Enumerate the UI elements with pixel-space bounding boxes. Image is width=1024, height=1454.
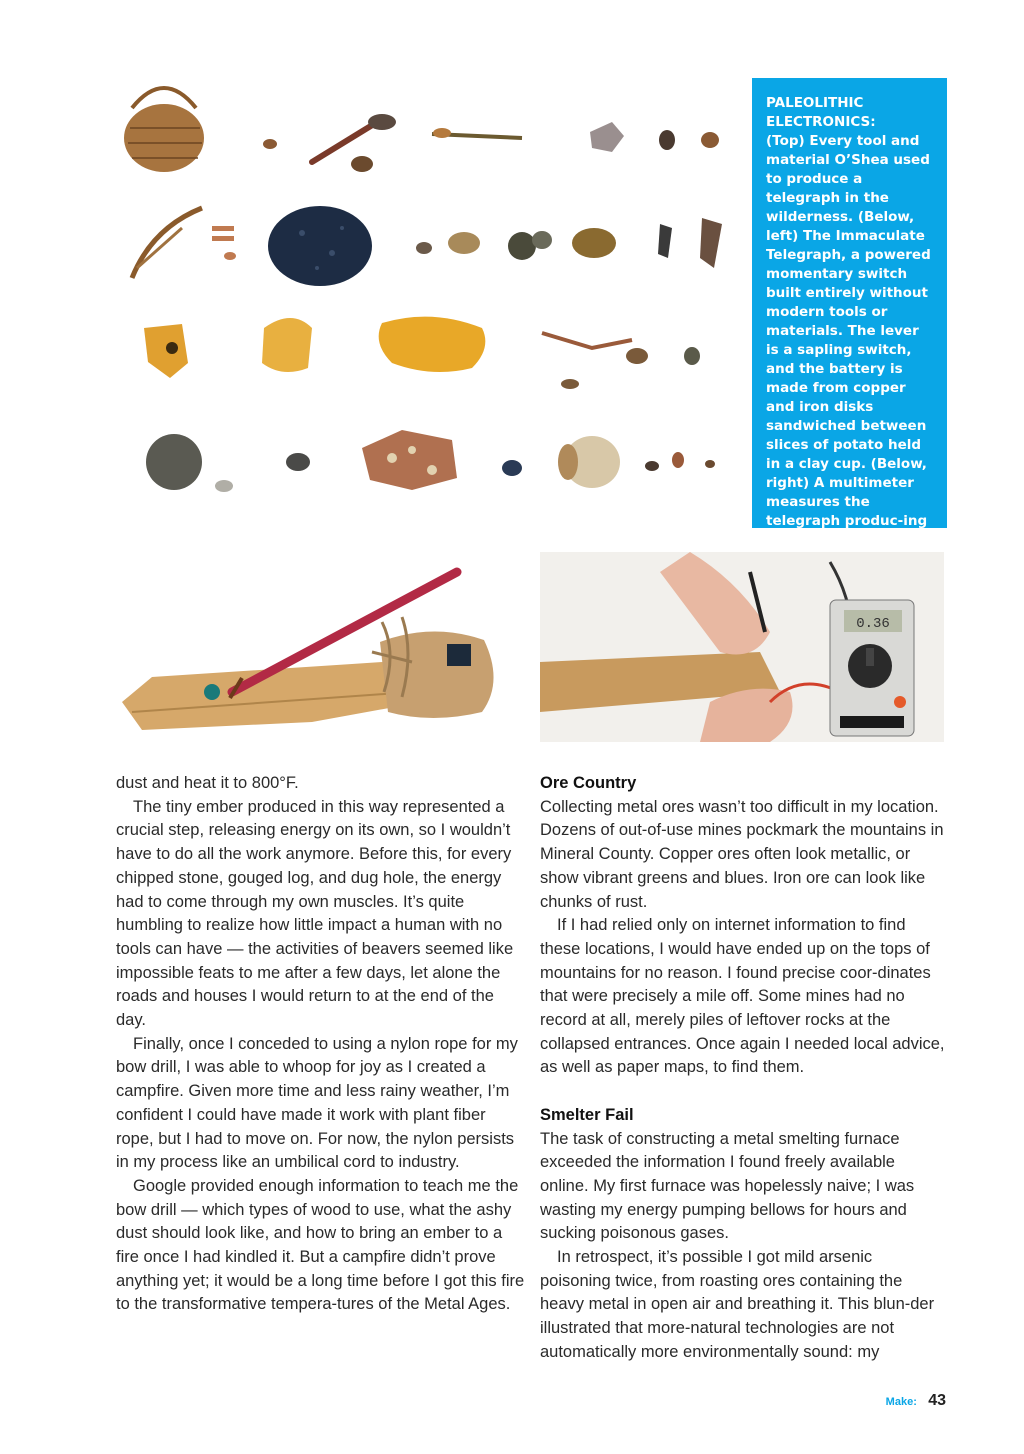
left-column — [116, 772, 526, 1317]
left-paragraph-3: Finally, once I conceded to using a nylon rope for my bow drill, I was able to whoop for joy as I created a campfire. Given more time and less rainy weather, I’m confident I could have made it work with plant fiber rope, but I had to move on. For now, the nylon persists in my process like an umbilical cord to industry. — [116, 1034, 518, 1172]
section-heading-ore-country: Ore Country — [540, 774, 637, 792]
right-paragraph-2: If I had relied only on internet information to find these locations, I would have ended up on the tops of mountains for no reason. I found precise coor-dinates that were precisely a mile off. Some mines had no record at all, merely piles of leftover rocks at the collapsed entrances. Once again I needed local advice, as well as paper maps, to find them. — [540, 916, 945, 1077]
meter-display: 0.36 — [856, 616, 890, 632]
page-footer — [886, 1392, 946, 1410]
brand-logo: Make: — [885, 1396, 917, 1408]
section-heading-smelter-fail: Smelter Fail — [540, 1105, 634, 1124]
multimeter-photo — [540, 552, 944, 742]
right-column — [540, 772, 946, 1365]
right-paragraph-3: The task of constructing a metal smelting furnace exceeded the information I found freely available online. My first furnace was hopelessly naive; I was wasting my energy pumping bellows for hours and sucking poisonous gases. — [540, 1129, 915, 1243]
left-paragraph-2: The tiny ember produced in this way represented a crucial step, releasing energy on its own, so I wouldn’t have to do all the work anymore. Before this, for every chipped stone, gouged log, and dug hole, the energy had to come through my own muscles. It’s quite humbling to realize how little impact a human with no tools can have — the activities of beavers seemed like impossible feats to me after a few days, let alone the roads and houses I would return to at the end of the day. — [116, 797, 514, 1030]
caption-heading: PALEOLITHIC ELECTRONICS: — [766, 95, 876, 130]
page-number: 43 — [928, 1392, 946, 1409]
tools-materials-photo — [112, 78, 752, 528]
telegraph-illustration — [112, 552, 522, 742]
left-paragraph-4: Google provided enough information to teach me the bow drill — which types of wood to use, what the ashy dust should look like, and how to bring an ember to a fire once I had kindled it. But a campfire didn’t prove anything yet; it would be a long time before I got this fire to the transformative tempera-tures of the Metal Ages. — [116, 1176, 525, 1314]
left-paragraph-1: dust and heat it to 800°F. — [116, 774, 299, 792]
telegraph-photo — [112, 552, 522, 742]
multimeter-illustration — [540, 552, 944, 742]
right-paragraph-1: Collecting metal ores wasn’t too difficult in my location. Dozens of out-of-use mines pockmark the mountains in Mineral County. Copper ores often look metallic, or show vibrant greens and blues. Iron ore can look like chunks of rust. — [540, 797, 944, 911]
photo-caption — [752, 78, 947, 548]
tools-materials-illustration — [112, 78, 752, 528]
right-paragraph-4: In retrospect, it’s possible I got mild arsenic poisoning twice, from roasting ores containing the heavy metal in open air and breathing it. This blun-der illustrated that more-natural technologies are not automatically more environmentally sound: my — [540, 1248, 935, 1361]
caption-body: (Top) Every tool and material O’Shea used to produce a telegraph in the wilderness. (Below, left) The Immaculate Telegraph, a powered momentary switch built entirely without modern tools or materials. The lever is a sapling switch, and the battery is made from copper and iron disks sandwiched between slices of potato held in a clay cup. (Below, right) A multimeter measures the telegraph produc-ing 0.36 volts. — [766, 133, 931, 548]
